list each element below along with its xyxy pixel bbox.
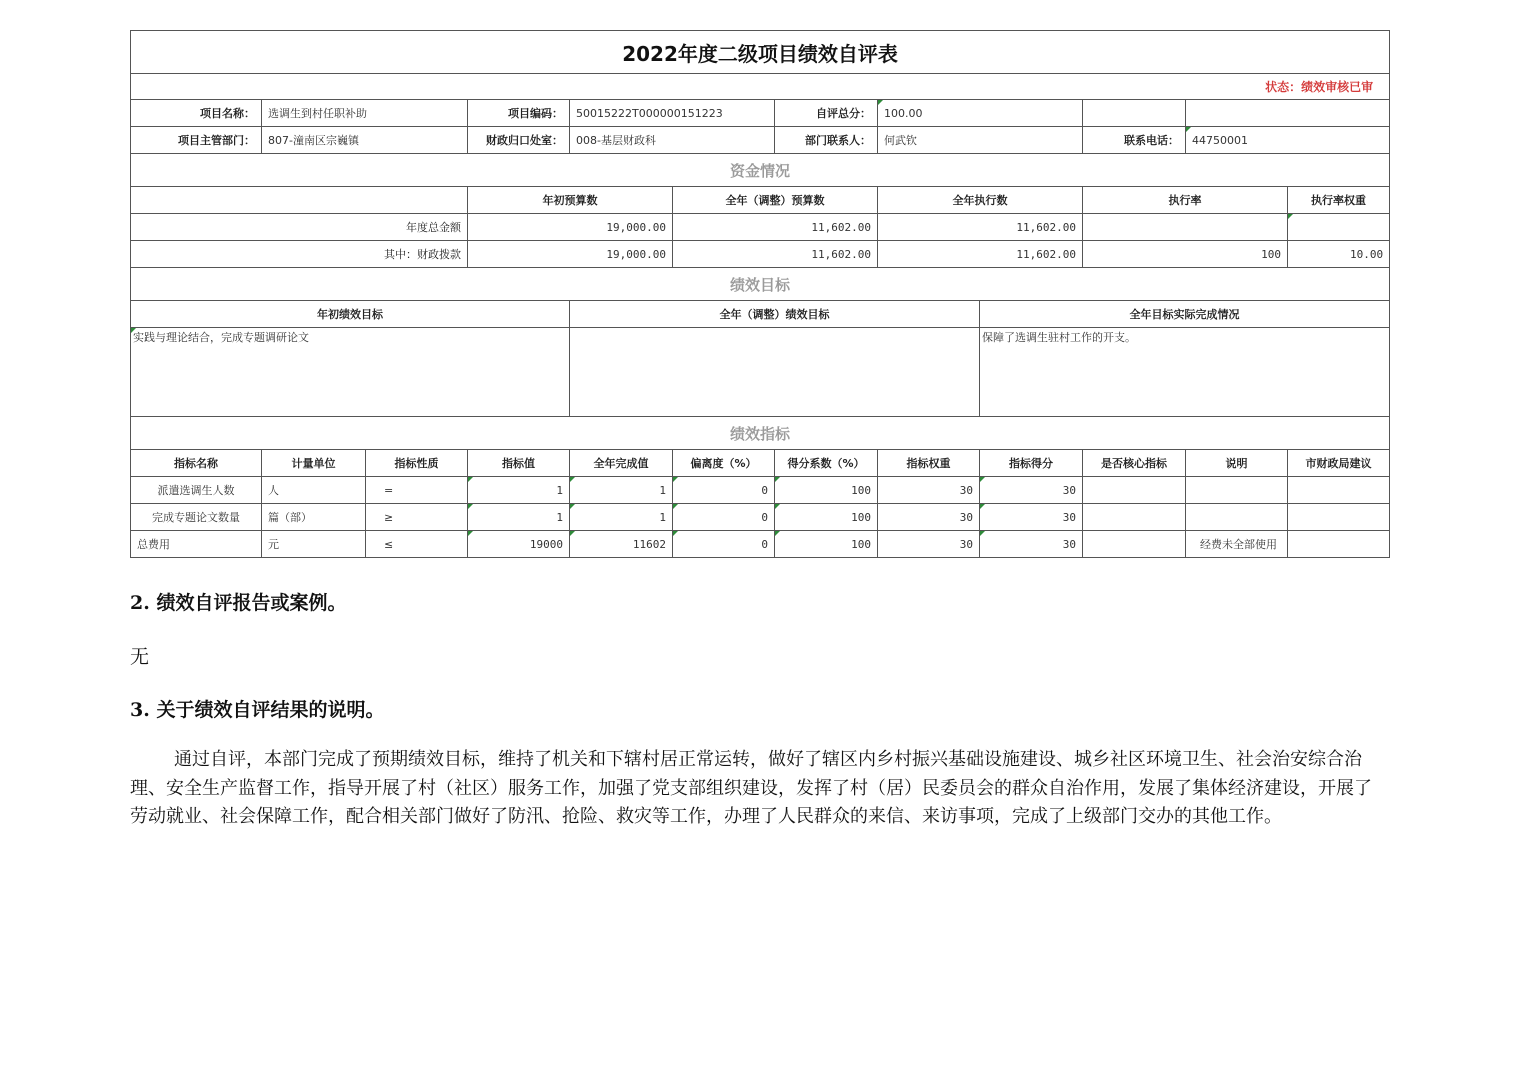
goals-header: 全年（调整）绩效目标 xyxy=(570,301,980,328)
funds-section-title: 资金情况 xyxy=(131,154,1390,187)
indicator-score: 30 xyxy=(980,531,1083,558)
indicator-header: 偏离度（%） xyxy=(673,450,775,477)
indicator-coef: 100 xyxy=(775,531,878,558)
indicator-note xyxy=(1186,477,1288,504)
goals-section-title: 绩效目标 xyxy=(131,268,1390,301)
indicator-done: 1 xyxy=(570,477,673,504)
indicator-advice xyxy=(1288,531,1390,558)
indicator-note xyxy=(1186,504,1288,531)
indicator-row xyxy=(131,531,1390,558)
funds-row xyxy=(131,241,1390,268)
indicator-row xyxy=(131,477,1390,504)
goal-initial: 实践与理论结合，完成专题调研论文 xyxy=(131,328,570,417)
funds-header-row xyxy=(131,187,1390,214)
funds-adjusted: 11,602.00 xyxy=(673,214,878,241)
indicator-header: 指标值 xyxy=(468,450,570,477)
indicator-header: 得分系数（%） xyxy=(775,450,878,477)
section3-body: 通过自评，本部门完成了预期绩效目标，维持了机关和下辖村居正常运转，做好了辖区内乡村振兴基础设施建设、城乡社区环境卫生、社会治安综合治理、安全生产监督工作，指导开展了村（社区）服务工作，加强了党支部组织建设，发挥了村（居）民委员会的群众自治作用，发展了集体经济建设，开展了劳动就业、社会保障工作，配合相关部门做好了防汛、抢险、救灾等工作，办理了人民群众的来信、来访事项，完成了上级部门交办的其他工作。 xyxy=(130,749,1372,827)
funds-row-label: 年度总金额 xyxy=(131,214,468,241)
funds-rate: 100 xyxy=(1083,241,1288,268)
indicator-nature: ≤ xyxy=(366,531,468,558)
form-title: 2022年度二级项目绩效自评表 xyxy=(131,31,1390,74)
goals-header: 全年目标实际完成情况 xyxy=(980,301,1390,328)
info-row-1 xyxy=(131,100,1390,127)
indicator-name: 派遣选调生人数 xyxy=(131,477,262,504)
indicator-target: 1 xyxy=(468,504,570,531)
total-score-label: 自评总分： xyxy=(775,100,878,127)
indicator-nature: = xyxy=(366,477,468,504)
indicator-done: 1 xyxy=(570,504,673,531)
evaluation-table xyxy=(130,30,1390,558)
indicator-advice xyxy=(1288,504,1390,531)
indicator-header: 指标得分 xyxy=(980,450,1083,477)
phone-value: 44750001 xyxy=(1186,127,1390,154)
indicator-header: 说明 xyxy=(1186,450,1288,477)
project-code-value: 50015222T000000151223 xyxy=(570,100,775,127)
indicator-deviation: 0 xyxy=(673,531,775,558)
empty-cell xyxy=(1186,100,1390,127)
funds-weight xyxy=(1288,214,1390,241)
indicator-advice xyxy=(1288,477,1390,504)
indicator-score: 30 xyxy=(980,477,1083,504)
indicator-core xyxy=(1083,477,1186,504)
funds-header: 全年（调整）预算数 xyxy=(673,187,878,214)
funds-row xyxy=(131,214,1390,241)
indicator-header: 指标性质 xyxy=(366,450,468,477)
dept-label: 项目主管部门： xyxy=(131,127,262,154)
goals-row xyxy=(131,328,1390,417)
funds-rate xyxy=(1083,214,1288,241)
phone-label: 联系电话： xyxy=(1083,127,1186,154)
indicator-deviation: 0 xyxy=(673,477,775,504)
indicator-core xyxy=(1083,504,1186,531)
total-score-value: 100.00 xyxy=(878,100,1083,127)
indicator-core xyxy=(1083,531,1186,558)
indicators-section-title: 绩效指标 xyxy=(131,417,1390,450)
funds-header: 全年执行数 xyxy=(878,187,1083,214)
funds-executed: 11,602.00 xyxy=(878,241,1083,268)
indicator-coef: 100 xyxy=(775,504,878,531)
project-code-label: 项目编码： xyxy=(468,100,570,127)
indicator-name: 总费用 xyxy=(131,531,262,558)
info-row-2 xyxy=(131,127,1390,154)
section2-body: 无 xyxy=(130,646,150,668)
indicator-unit: 人 xyxy=(262,477,366,504)
project-name-value: 选调生到村任职补助 xyxy=(262,100,468,127)
indicator-nature: ≥ xyxy=(366,504,468,531)
contact-label: 部门联系人： xyxy=(775,127,878,154)
indicator-header: 指标权重 xyxy=(878,450,980,477)
evaluation-form xyxy=(130,30,1389,558)
goals-header: 年初绩效目标 xyxy=(131,301,570,328)
indicator-done: 11602 xyxy=(570,531,673,558)
funds-executed: 11,602.00 xyxy=(878,214,1083,241)
goal-adjusted xyxy=(570,328,980,417)
goals-header-row xyxy=(131,301,1390,328)
section3-heading: 3. 关于绩效自评结果的说明。 xyxy=(130,699,385,721)
indicator-coef: 100 xyxy=(775,477,878,504)
indicator-score: 30 xyxy=(980,504,1083,531)
funds-initial: 19,000.00 xyxy=(468,214,673,241)
project-name-label: 项目名称： xyxy=(131,100,262,127)
indicator-target: 19000 xyxy=(468,531,570,558)
section2-heading: 2. 绩效自评报告或案例。 xyxy=(130,592,347,614)
indicators-header-row xyxy=(131,450,1390,477)
status-badge: 状态：绩效审核已审 xyxy=(131,74,1390,100)
indicator-name: 完成专题论文数量 xyxy=(131,504,262,531)
indicator-row xyxy=(131,504,1390,531)
finance-office-value: 008-基层财政科 xyxy=(570,127,775,154)
indicator-header: 市财政局建议 xyxy=(1288,450,1390,477)
funds-initial: 19,000.00 xyxy=(468,241,673,268)
indicator-weight: 30 xyxy=(878,477,980,504)
indicator-header: 计量单位 xyxy=(262,450,366,477)
indicator-header: 是否核心指标 xyxy=(1083,450,1186,477)
empty-cell xyxy=(1083,100,1186,127)
funds-header: 执行率权重 xyxy=(1288,187,1390,214)
indicator-unit: 元 xyxy=(262,531,366,558)
goal-actual: 保障了选调生驻村工作的开支。 xyxy=(980,328,1390,417)
empty-cell xyxy=(131,187,468,214)
indicator-target: 1 xyxy=(468,477,570,504)
dept-value: 807-潼南区宗巍镇 xyxy=(262,127,468,154)
indicator-header: 指标名称 xyxy=(131,450,262,477)
funds-header: 年初预算数 xyxy=(468,187,673,214)
funds-row-label: 其中：财政拨款 xyxy=(131,241,468,268)
indicator-deviation: 0 xyxy=(673,504,775,531)
contact-value: 何武钦 xyxy=(878,127,1083,154)
indicator-weight: 30 xyxy=(878,531,980,558)
indicator-note: 经费未全部使用 xyxy=(1186,531,1288,558)
finance-office-label: 财政归口处室： xyxy=(468,127,570,154)
funds-weight: 10.00 xyxy=(1288,241,1390,268)
funds-adjusted: 11,602.00 xyxy=(673,241,878,268)
indicator-unit: 篇（部） xyxy=(262,504,366,531)
indicator-header: 全年完成值 xyxy=(570,450,673,477)
indicator-weight: 30 xyxy=(878,504,980,531)
funds-header: 执行率 xyxy=(1083,187,1288,214)
